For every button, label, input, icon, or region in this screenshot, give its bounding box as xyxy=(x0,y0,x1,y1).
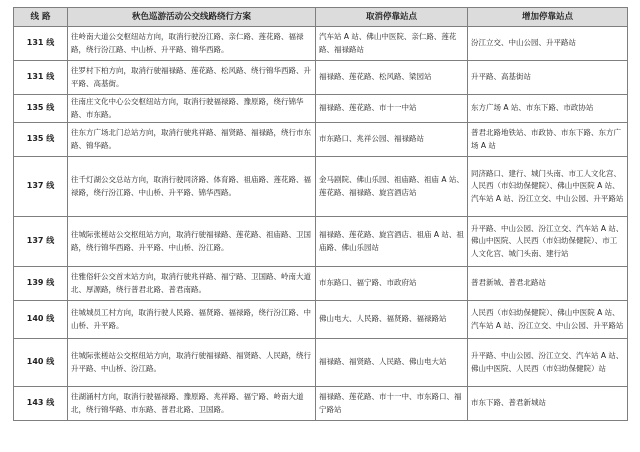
added-stops: 升平路、高基街站 xyxy=(468,61,628,95)
added-stops: 市东下路、普君新城站 xyxy=(468,387,628,421)
added-stops: 普君新城、普君北路站 xyxy=(468,267,628,301)
detour-plan: 往湖涌村方向，取消行驶福禄路、豫原路、兆祥路、福宁路、岭南大道北，绕行锦华路、市东路、普君北路、卫国路。 xyxy=(68,387,316,421)
detour-plan: 往东方广场北门总站方向，取消行驶兆祥路、福贤路、福禄路，绕行市东路、锦华路。 xyxy=(68,123,316,157)
added-stops: 汾江立交、中山公园、升平路站 xyxy=(468,27,628,61)
cancelled-stops: 福禄路、莲花路、松风路、梁园站 xyxy=(316,61,468,95)
table-row xyxy=(14,61,628,95)
table-row xyxy=(14,387,628,421)
header-detour-plan: 秋色巡游活动公交线路绕行方案 xyxy=(68,8,316,27)
route-number: 135 线 xyxy=(14,95,68,123)
added-stops: 普君北路地铁站、市政协、市东下路、东方广场 A 站 xyxy=(468,123,628,157)
route-number: 140 线 xyxy=(14,301,68,339)
cancelled-stops: 福禄路、莲花路、旋宫酒店、祖庙 A 站、祖庙路、佛山乐园站 xyxy=(316,217,468,267)
route-number: 137 线 xyxy=(14,217,68,267)
detour-plan: 往城城员工村方向，取消行驶人民路、福贤路、福禄路，绕行汾江路、中山桥、升平路。 xyxy=(68,301,316,339)
cancelled-stops: 佛山电大、人民路、福贤路、福禄路站 xyxy=(316,301,468,339)
added-stops: 东方广场 A 站、市东下路、市政协站 xyxy=(468,95,628,123)
table-row xyxy=(14,27,628,61)
header-added-stops: 增加停靠站点 xyxy=(468,8,628,27)
table-row xyxy=(14,123,628,157)
route-number: 131 线 xyxy=(14,27,68,61)
added-stops: 升平路、中山公园、汾江立交、汽车站 A 站、佛山中医院、人民西（市妇幼保健院）站 xyxy=(468,339,628,387)
detour-plan: 往千灯湖公交总站方向，取消行驶同济路、体育路、祖庙路、莲花路、福禄路，绕行汾江路、中山桥、升平路、锦华西路。 xyxy=(68,157,316,217)
route-number: 137 线 xyxy=(14,157,68,217)
detour-plan: 往南庄文化中心公交枢纽站方向，取消行驶福禄路、豫原路，绕行锦华路、市东路。 xyxy=(68,95,316,123)
cancelled-stops: 福禄路、莲花路、市十一中站 xyxy=(316,95,468,123)
table-row xyxy=(14,95,628,123)
detour-plan: 往雅俗轩公交首末站方向，取消行驶兆祥路、福宁路、卫国路、岭南大道北、厚源路，绕行普君北路、普君南路。 xyxy=(68,267,316,301)
table-row xyxy=(14,267,628,301)
table-header-row xyxy=(14,8,628,27)
route-number: 135 线 xyxy=(14,123,68,157)
added-stops: 升平路、中山公园、汾江立交、汽车站 A 站、佛山中医院、人民西（市妇幼保健院）、市工人文化宫、城门头南、建行站 xyxy=(468,217,628,267)
detour-plan: 往城际张槎站公交枢纽站方向，取消行驶福禄路、莲花路、祖庙路、卫国路，绕行锦华西路、升平路、中山桥、汾江路。 xyxy=(68,217,316,267)
table-row xyxy=(14,339,628,387)
header-cancelled-stops: 取消停靠站点 xyxy=(316,8,468,27)
cancelled-stops: 福禄路、莲花路、市十一中、市东路口、福宁路站 xyxy=(316,387,468,421)
cancelled-stops: 市东路口、福宁路、市政府站 xyxy=(316,267,468,301)
detour-plan: 往城际张槎站公交枢纽站方向，取消行驶福禄路、福贤路、人民路，绕行升平路、中山桥、汾江路。 xyxy=(68,339,316,387)
table-row xyxy=(14,157,628,217)
route-detour-table xyxy=(13,7,628,421)
added-stops: 同济路口、建行、城门头南、市工人文化宫、人民西（市妇幼保健院）、佛山中医院 A 站、汽车站 A 站、汾江立交、中山公园、升平路站 xyxy=(468,157,628,217)
cancelled-stops: 福禄路、福贤路、人民路、佛山电大站 xyxy=(316,339,468,387)
cancelled-stops: 汽车站 A 站、佛山中医院、亲仁路、莲花路、福禄路站 xyxy=(316,27,468,61)
header-route: 线 路 xyxy=(14,8,68,27)
table-row xyxy=(14,301,628,339)
route-number: 131 线 xyxy=(14,61,68,95)
cancelled-stops: 市东路口、兆祥公园、福禄路站 xyxy=(316,123,468,157)
detour-plan: 往罗村下柏方向，取消行驶福禄路、莲花路、松风路、绕行锦华西路、升平路、高基街。 xyxy=(68,61,316,95)
route-number: 140 线 xyxy=(14,339,68,387)
cancelled-stops: 金马剧院、佛山乐园、祖庙路、祖庙 A 站、莲花路、福禄路、旋宫酒店站 xyxy=(316,157,468,217)
table-row xyxy=(14,217,628,267)
detour-plan: 往岭南大道公交枢纽站方向，取消行驶汾江路、亲仁路、莲花路、福禄路，绕行汾江路、中山桥、升平路、锦华西路。 xyxy=(68,27,316,61)
route-number: 139 线 xyxy=(14,267,68,301)
added-stops: 人民西（市妇幼保健院）、佛山中医院 A 站、汽车站 A 站、汾江立交、中山公园、升平路站 xyxy=(468,301,628,339)
route-number: 143 线 xyxy=(14,387,68,421)
